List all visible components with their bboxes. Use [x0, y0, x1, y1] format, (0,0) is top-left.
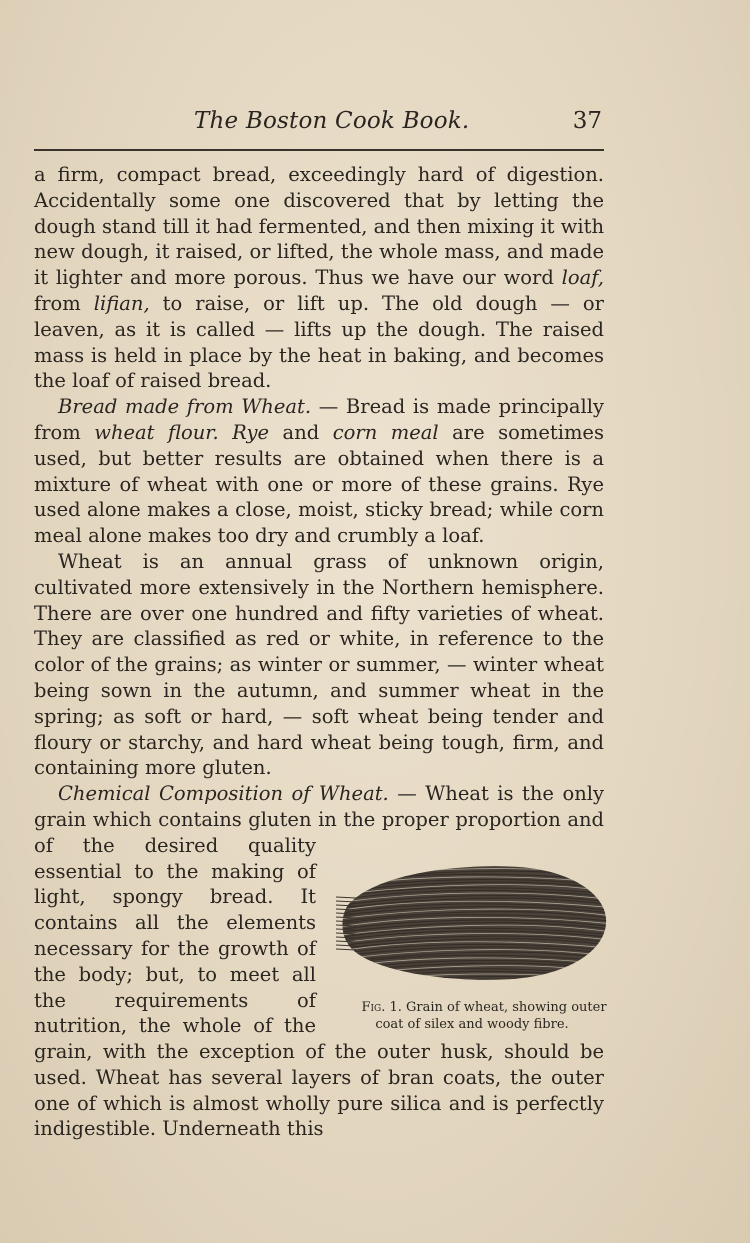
wheat-grain-illustration [332, 847, 612, 997]
figure-caption-text: Grain of wheat, showing outer coat of silex and woody fibre. [375, 999, 607, 1032]
p4-text-a: — Wheat is the only grain which contains gluten in the proper proportion and of the [34, 782, 605, 857]
paragraph-3: Wheat is an annual grass of unknown origin, cultivated more extensively in the Northern hemisphere. There are over one hundred and fifty varieties of wheat. They are classified as red or white, in reference to the color of the grains; as winter or summer, — winter wheat being sown in the autumn, and summer wheat in the spring; as soft or hard, — soft wheat being tender and floury or starchy, and hard wheat being tough, firm, and containing more gluten. [34, 549, 604, 780]
page-header [34, 108, 604, 142]
p2-corn-meal: corn meal [332, 420, 439, 444]
p2-text-d: are sometimes used, but better results are obtained when there is a mixture of wheat with one or more of these grains. Rye used alone makes a close, moist, sticky bread; while corn meal alone makes too dry and crumbly a loaf. [34, 420, 604, 548]
figure-caption [332, 999, 612, 1033]
p1-lifian: lifian, [93, 291, 150, 315]
page-number: 37 [572, 108, 602, 134]
body-text [34, 162, 607, 1142]
paragraph-2 [34, 394, 604, 549]
figure-label: Fig. 1. [361, 999, 402, 1015]
p4-text-wrapped: desired quality essential to the making of light, spongy bread. It contains all the elements necessary for the growth of the body; but, to meet all the requirements of nutrition, the whole of the grain, with the exception of the outer husk, should be used. Wheat has several layers of bran coats, the outer one of which is almost wholly pure silica and is perfectly indigestible. Underneath this [34, 833, 604, 1141]
header-rule [34, 149, 604, 151]
p1-text: a firm, compact bread, exceedingly hard of digestion. Accidentally some one discovered that by letting the dough stand till it had fermented, and then mixing it with new dough, it raised, or lifted, the whole mass, and made it lighter and more porous. Thus we have our word [34, 163, 604, 290]
p1-text-c: to raise, or lift up. The old dough — or leaven, as it is called — lifts up the dough. The raised mass is held in place by the heat in baking, and becomes the loaf of raised bread. [34, 291, 604, 393]
section-heading-bread: Bread made from Wheat. [58, 395, 312, 419]
p1-text-b: from [34, 291, 94, 315]
p2-text-a: — Bread is made principally from [34, 395, 605, 444]
running-title: The Boston Cook Book. [194, 108, 470, 134]
p2-wheat-flour: wheat flour. [94, 420, 219, 444]
p1-loaf: loaf, [561, 266, 604, 290]
p2-text-c: and [269, 420, 333, 444]
p2-rye: Rye [232, 420, 270, 444]
p2-text-b [219, 421, 232, 444]
figure-wheat-grain [332, 839, 612, 1033]
paragraph-1 [34, 162, 604, 394]
wheat-grain-drawing [334, 857, 610, 987]
paragraph-4 [34, 781, 607, 1142]
section-heading-chemical: Chemical Composition of Wheat. [58, 782, 389, 806]
